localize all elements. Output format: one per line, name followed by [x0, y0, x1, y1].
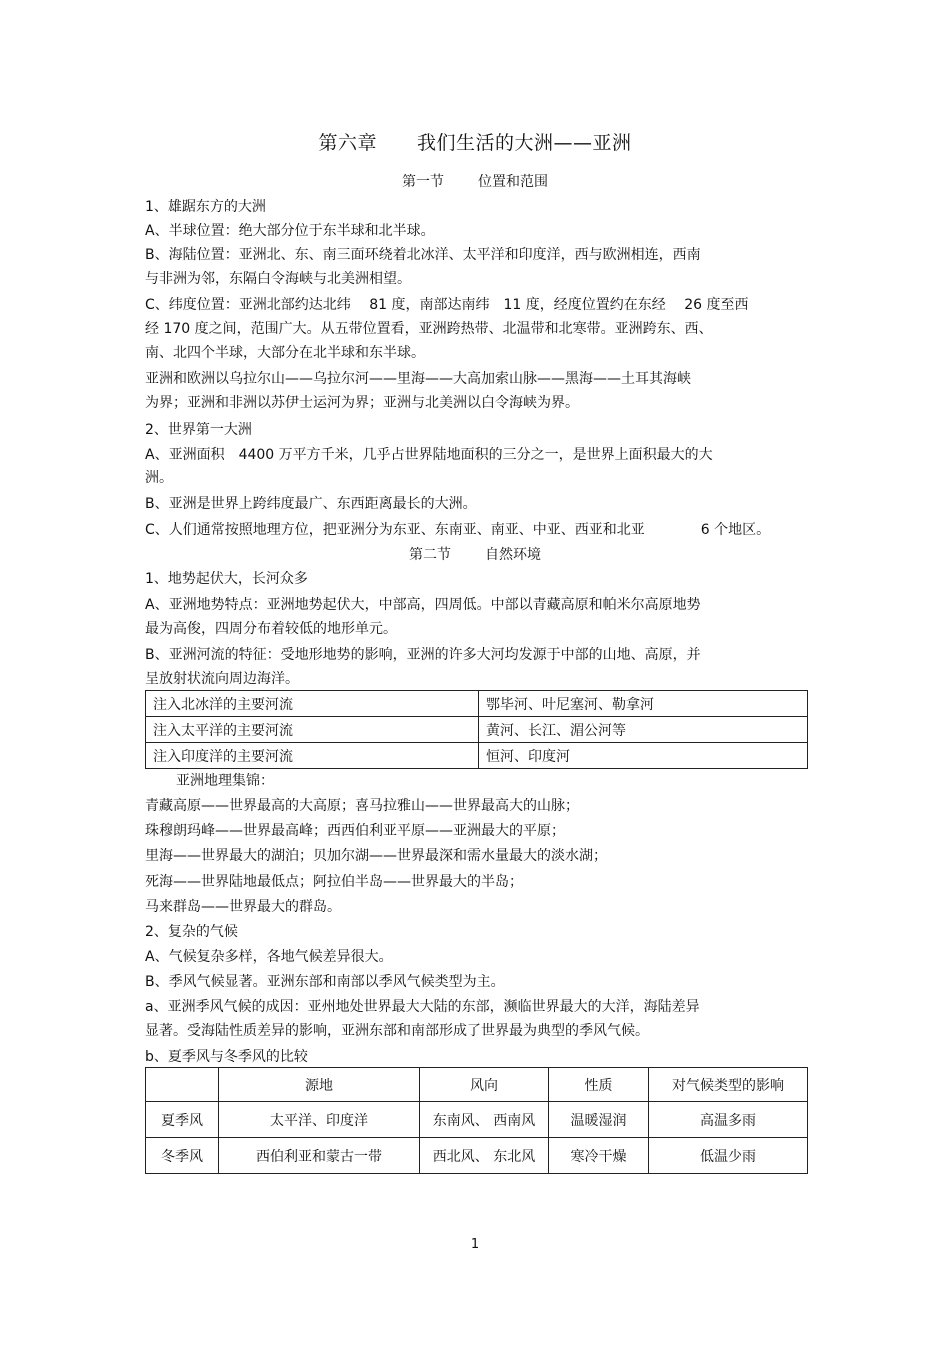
heading-1: 1、雄踞东方的大洲: [145, 199, 266, 215]
table-row: 夏季风 太平洋、印度洋 东南风、 西南风 温暖湿润 高温多雨: [146, 1102, 808, 1138]
paragraph-line: 为界；亚洲和非洲以苏伊士运河为界；亚洲与北美洲以白令海峡为界。: [145, 395, 579, 411]
paragraph-line: 南、北四个半球，大部分在北半球和东半球。: [145, 345, 425, 361]
paragraph-line: 呈放射状流向周边海洋。: [145, 671, 299, 687]
paragraph-line: B、海陆位置：亚洲北、东、南三面环绕着北冰洋、太平洋和印度洋，西与欧洲相连，西南: [145, 247, 701, 263]
table-row: 注入北冰洋的主要河流 鄂毕河、叶尼塞河、勒拿河: [146, 691, 808, 717]
paragraph-line: B、亚洲河流的特征：受地形地势的影响，亚洲的许多大河均发源于中部的山地、高原，并: [145, 647, 701, 663]
paragraph-line: A、亚洲面积 4400 万平方千米，几乎占世界陆地面积的三分之一，是世界上面积最大的大: [145, 447, 713, 463]
paragraph-line: A、亚洲地势特点：亚洲地势起伏大，中部高，四周低。中部以青藏高原和帕米尔高原地势: [145, 597, 701, 613]
heading-3: 1、地势起伏大，长河众多: [145, 571, 308, 587]
chapter-title: [0, 128, 950, 155]
paragraph-line: 里海——世界最大的湖泊；贝加尔湖——世界最深和需水量最大的淡水湖；: [145, 848, 607, 864]
monsoon-table: [145, 1067, 808, 1174]
table-header-row: 源地 风向 性质 对气候类型的影响: [146, 1068, 808, 1102]
table-row: 注入印度洋的主要河流 恒河、印度河: [146, 743, 808, 769]
paragraph-line: 最为高俊，四周分布着较低的地形单元。: [145, 621, 397, 637]
chapter-number: 第六章: [318, 132, 377, 154]
paragraph-line: C、纬度位置：亚洲北部约达北纬 81 度，南部达南纬 11 度，经度位置约在东经 26 度至西: [145, 297, 749, 313]
table-row: 注入太平洋的主要河流 黄河、长江、湄公河等: [146, 717, 808, 743]
paragraph-line: A、气候复杂多样，各地气候差异很大。: [145, 949, 393, 965]
paragraph-line: 与非洲为邻，东隔白令海峡与北美洲相望。: [145, 271, 411, 287]
section-heading-2: 第二节 自然环境: [409, 547, 541, 563]
paragraph-line: b、夏季风与冬季风的比较: [145, 1049, 308, 1065]
paragraph-line: 经 170 度之间，范围广大。从五带位置看，亚洲跨热带、北温带和北寒带。亚洲跨东、西、: [145, 321, 713, 337]
rivers-table: [145, 690, 808, 769]
paragraph-line: 死海——世界陆地最低点；阿拉伯半岛——世界最大的半岛；: [145, 874, 523, 890]
paragraph-line: a、亚洲季风气候的成因：亚州地处世界最大大陆的东部，濒临世界最大的大洋，海陆差异: [145, 999, 700, 1015]
paragraph-line: 洲。: [145, 470, 173, 486]
section-heading-1: 第一节 位置和范围: [402, 174, 548, 190]
paragraph-line: 亚洲地理集锦：: [176, 773, 274, 789]
page-number: 1: [470, 1237, 480, 1252]
paragraph-line: C、人们通常按照地理方位，把亚洲分为东亚、东南亚、南亚、中亚、西亚和北亚 6 个地区。: [145, 522, 771, 538]
heading-4: 2、复杂的气候: [145, 924, 238, 940]
paragraph-line: A、半球位置：绝大部分位于东半球和北半球。: [145, 223, 435, 239]
paragraph-line: B、季风气候显著。亚洲东部和南部以季风气候类型为主。: [145, 974, 505, 990]
chapter-name: 我们生活的大洲——亚洲: [417, 132, 632, 154]
paragraph-line: B、亚洲是世界上跨纬度最广、东西距离最长的大洲。: [145, 496, 477, 512]
paragraph-line: 显著。受海陆性质差异的影响，亚洲东部和南部形成了世界最为典型的季风气候。: [145, 1023, 649, 1039]
table-row: 冬季风 西伯利亚和蒙古一带 西北风、 东北风 寒冷干燥 低温少雨: [146, 1138, 808, 1174]
paragraph-line: 马来群岛——世界最大的群岛。: [145, 899, 341, 915]
heading-2: 2、世界第一大洲: [145, 422, 252, 438]
paragraph-line: 青藏高原——世界最高的大高原；喜马拉雅山——世界最高大的山脉；: [145, 798, 579, 814]
paragraph-line: 珠穆朗玛峰——世界最高峰；西西伯利亚平原——亚洲最大的平原；: [145, 823, 565, 839]
paragraph-line: 亚洲和欧洲以乌拉尔山——乌拉尔河——里海——大高加索山脉——黑海——土耳其海峡: [145, 371, 691, 387]
